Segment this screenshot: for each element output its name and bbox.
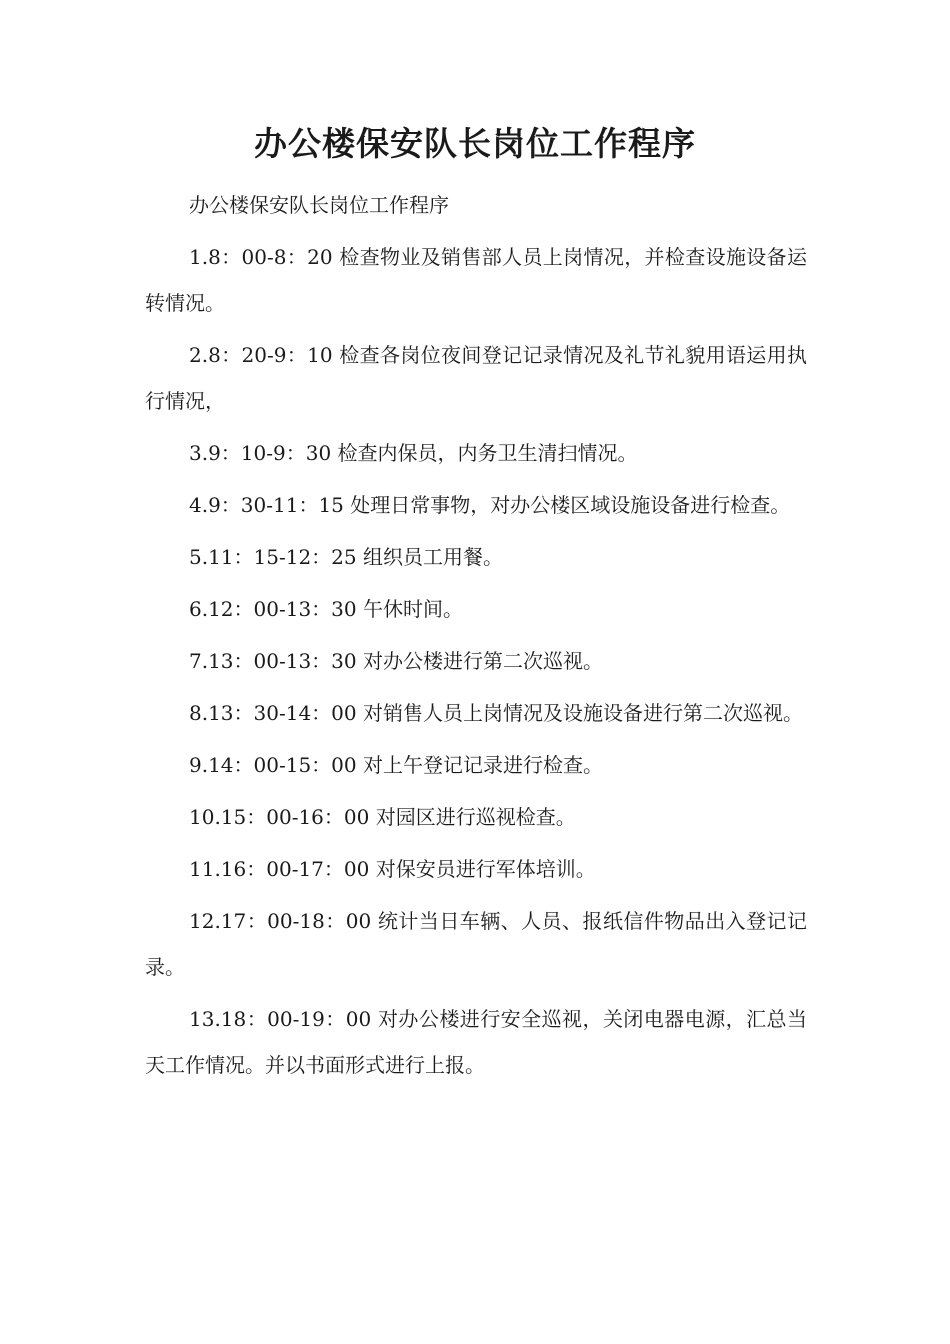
paragraph-step-6: 6.12：00-13：30 午休时间。 <box>189 597 463 621</box>
paragraph-step-8: 8.13：30-14：00 对销售人员上岗情况及设施设备进行第二次巡视。 <box>189 701 803 725</box>
paragraph-step-3: 3.9：10-9：30 检查内保员，内务卫生清扫情况。 <box>189 441 638 465</box>
paragraph-step-11: 11.16：00-17：00 对保安员进行军体培训。 <box>189 857 596 881</box>
paragraph-step-10: 10.15：00-16：00 对园区进行巡视检查。 <box>189 805 576 829</box>
paragraph-step-5: 5.11：15-12：25 组织员工用餐。 <box>189 545 503 569</box>
document-title: 办公楼保安队长岗位工作程序 <box>254 124 696 163</box>
paragraph-step-4: 4.9：30-11：15 处理日常事物，对办公楼区域设施设备进行检查。 <box>189 493 791 517</box>
paragraph-subtitle: 办公楼保安队长岗位工作程序 <box>189 193 449 217</box>
paragraph-step-7: 7.13：00-13：30 对办公楼进行第二次巡视。 <box>189 649 603 673</box>
paragraph-step-1: 1.8：00-8：20 检查物业及销售部人员上岗情况，并检查设施设备运转情况。 <box>145 245 807 315</box>
paragraph-step-12: 12.17：00-18：00 统计当日车辆、人员、报纸信件物品出入登记记录。 <box>145 909 807 979</box>
paragraph-step-9: 9.14：00-15：00 对上午登记记录进行检查。 <box>189 753 603 777</box>
paragraph-step-13: 13.18：00-19：00 对办公楼进行安全巡视，关闭电器电源，汇总当天工作情况。并以书面形式进行上报。 <box>145 1007 807 1077</box>
paragraph-step-2: 2.8：20-9：10 检查各岗位夜间登记记录情况及礼节礼貌用语运用执行情况， <box>145 343 807 413</box>
document-body <box>145 182 807 1094</box>
